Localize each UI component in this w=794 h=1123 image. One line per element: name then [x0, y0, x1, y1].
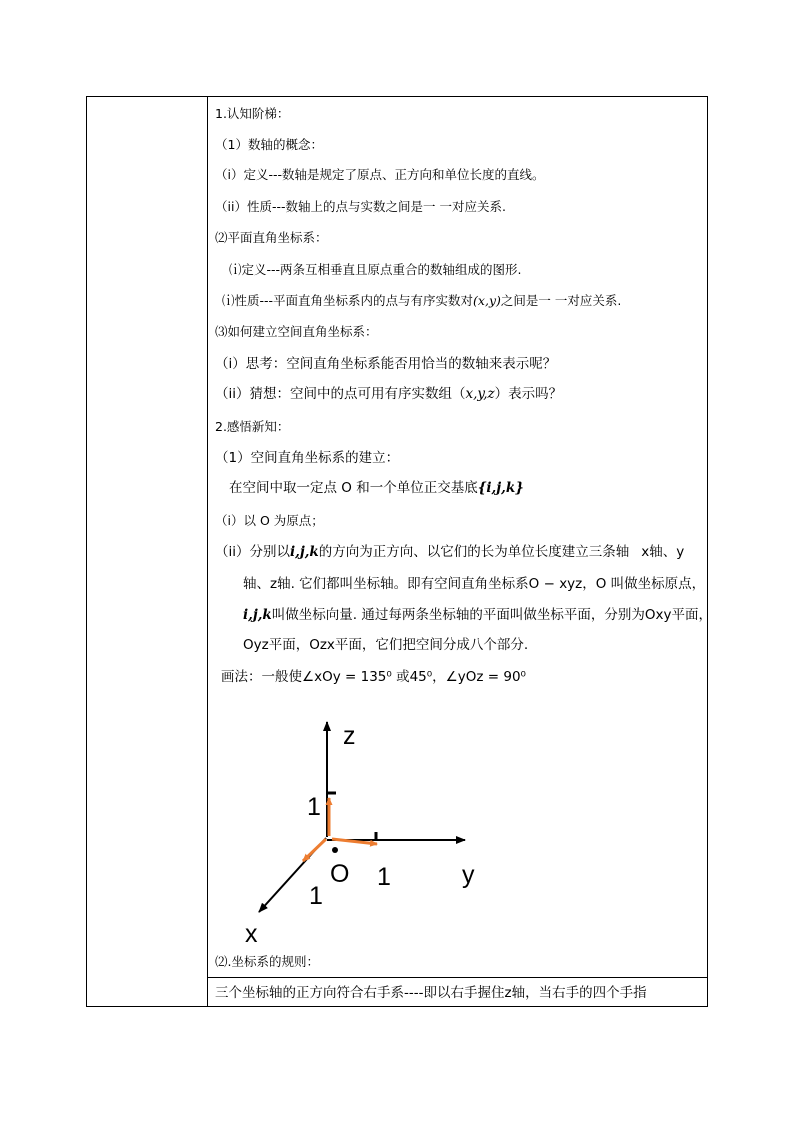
right-hand-rule-text: 三个坐标轴的正方向符合右手系----即以右手握住z轴，当右手的四个手指 [215, 985, 647, 1001]
unit-basis-text: 在空间中取一定点 O 和一个单位正交基底{i,j,k} [229, 480, 524, 496]
z-axis-label: z [343, 722, 356, 750]
x-axis-label: x [245, 920, 258, 948]
number-axis-property: （ii）性质---数轴上的点与实数之间是一 一对应关系. [215, 199, 506, 214]
section2-heading: 2.感悟新知： [215, 419, 290, 434]
y-axis-label: y [462, 861, 475, 889]
plane-coordinate-definition: ⒤定义---两条互相垂直且原点重合的数轴组成的图形. [229, 262, 522, 277]
space-coordinate-question: ⑶如何建立空间直角坐标系： [215, 324, 378, 339]
origin-dot [332, 847, 338, 853]
number-axis-definition: （i）定义---数轴是规定了原点、正方向和单位长度的直线。 [215, 167, 545, 182]
origin-label: O [330, 860, 350, 888]
x-unit-vector [303, 839, 326, 861]
thinking-question: （i）思考：空间直角坐标系能否用恰当的数轴来表示呢？ [215, 356, 557, 372]
z-unit-label: 1 [307, 793, 321, 821]
axes-step-line2: 轴、z轴. 它们都叫坐标轴。即有空间直角坐标系O − xyz，O 叫做坐标原点， [243, 576, 706, 592]
number-axis-concept: （1）数轴的概念： [215, 137, 323, 152]
plane-coordinate-property: ⒤性质---平面直角坐标系内的点与有序实数对(x,y)之间是一 一对应关系. [222, 293, 622, 308]
y-unit-label: 1 [377, 863, 391, 891]
axes-step-line3: i,j,k叫做坐标向量. 通过每两条坐标轴的平面叫做坐标平面，分别为Oxy平面， [243, 607, 712, 623]
coordinate-system-diagram [240, 712, 490, 952]
space-coordinate-establish: （1）空间直角坐标系的建立： [215, 450, 400, 466]
origin-step: （i）以 O 为原点； [215, 513, 324, 528]
drawing-rule: 画法：一般使∠xOy = 135⁰ 或45⁰，∠yOz = 90⁰ [221, 669, 526, 685]
row-divider [207, 977, 707, 978]
conjecture-question: （ii）猜想：空间中的点可用有序实数组（x,y,z）表示吗？ [215, 386, 563, 402]
x-unit-label: 1 [309, 882, 323, 910]
plane-coordinate-heading: ⑵平面直角坐标系： [215, 230, 328, 245]
coordinate-rule-heading: ⑵.坐标系的规则： [215, 954, 319, 969]
axes-step-line1: （ii）分别以i,j,k的方向为正方向、以它们的长为单位长度建立三条轴 x轴、y [215, 544, 685, 560]
section1-heading: 1.认知阶梯： [215, 106, 290, 121]
column-divider [207, 97, 208, 1006]
axes-step-line4: Oyz平面，Ozx平面，它们把空间分成八个部分. [243, 637, 529, 653]
